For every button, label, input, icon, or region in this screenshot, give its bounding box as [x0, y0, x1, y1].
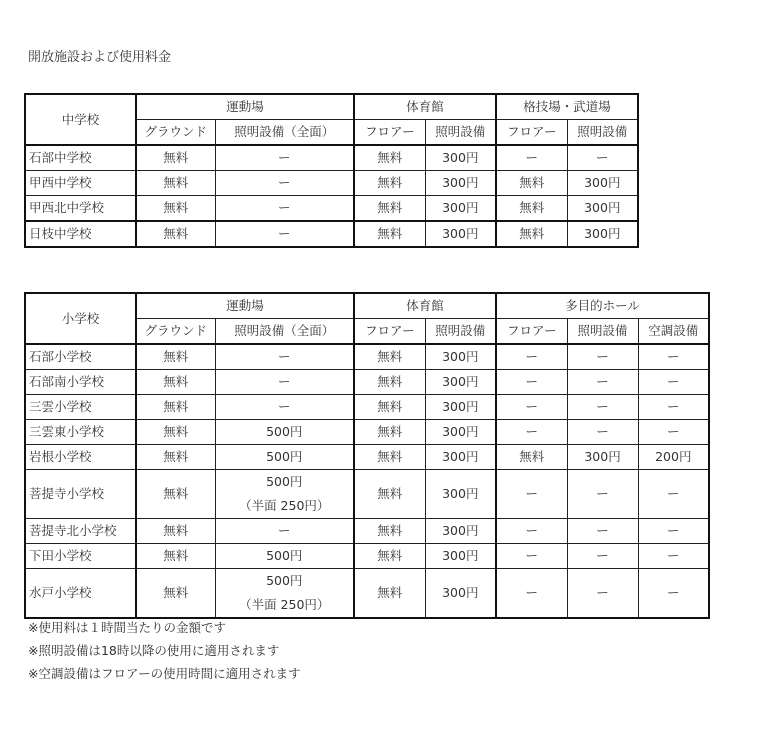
fee-cell: ー	[496, 519, 567, 544]
group-header-field: 運動場	[136, 293, 354, 319]
footnote-lighting: ※照明設備は18時以降の使用に適用されます	[28, 643, 280, 658]
subcol-floor: フロアー	[354, 120, 425, 146]
fee-cell: 300円	[425, 569, 496, 619]
fee-cell: 500円	[215, 544, 354, 569]
table-row	[25, 395, 709, 420]
fee-cell: ー	[496, 145, 567, 171]
fee-cell: ー	[638, 370, 709, 395]
fee-cell: 無料	[354, 145, 425, 171]
footnote-air-conditioning: ※空調設備はフロアーの使用時間に適用されます	[28, 666, 301, 681]
fee-cell: 無料	[354, 445, 425, 470]
group-header-gym: 体育館	[354, 94, 496, 120]
fee-cell: ー	[567, 470, 638, 519]
school-name: 石部中学校	[25, 145, 136, 171]
fee-cell: 500円	[215, 445, 354, 470]
fee-cell: 300円	[425, 344, 496, 370]
fee-cell: ー	[567, 370, 638, 395]
fee-cell-with-half-rate	[215, 470, 354, 519]
school-name: 甲西中学校	[25, 171, 136, 196]
fee-cell: 無料	[354, 544, 425, 569]
school-name: 岩根小学校	[25, 445, 136, 470]
fee-cell: ー	[638, 544, 709, 569]
fee-cell: 300円	[425, 395, 496, 420]
school-column-header: 小学校	[25, 293, 136, 344]
fee-cell: ー	[215, 196, 354, 222]
fee-cell: 無料	[354, 221, 425, 247]
subcol-lighting-full: 照明設備（全面）	[215, 319, 354, 345]
fee-cell: ー	[215, 145, 354, 171]
fee-cell: 300円	[425, 420, 496, 445]
page-title: 開放施設および使用料金	[28, 50, 172, 65]
group-header-field: 運動場	[136, 94, 354, 120]
fee-cell: 無料	[354, 344, 425, 370]
fee-cell: ー	[496, 370, 567, 395]
school-name: 日枝中学校	[25, 221, 136, 247]
fee-cell: 無料	[354, 420, 425, 445]
subcol-lighting: 照明設備	[567, 120, 638, 146]
group-header-dojo: 格技場・武道場	[496, 94, 638, 120]
fee-cell: 無料	[136, 544, 215, 569]
fee-cell: 300円	[567, 445, 638, 470]
fee-main: 500円	[266, 474, 303, 489]
fee-cell: ー	[215, 519, 354, 544]
group-header-gym: 体育館	[354, 293, 496, 319]
fee-cell: 300円	[425, 544, 496, 569]
table-row	[25, 569, 709, 619]
fee-cell: ー	[638, 569, 709, 619]
fee-cell: 300円	[567, 196, 638, 222]
fee-cell: 無料	[354, 370, 425, 395]
school-name: 三雲東小学校	[25, 420, 136, 445]
subcol-ground: グラウンド	[136, 319, 215, 345]
fee-cell: ー	[638, 470, 709, 519]
table-row	[25, 420, 709, 445]
fee-cell: ー	[567, 420, 638, 445]
fee-cell: ー	[215, 344, 354, 370]
fee-cell: ー	[567, 344, 638, 370]
subcol-ground: グラウンド	[136, 120, 215, 146]
fee-cell: ー	[215, 395, 354, 420]
subcol-lighting-full: 照明設備（全面）	[215, 120, 354, 146]
fee-cell: 300円	[425, 145, 496, 171]
fee-cell: 無料	[136, 344, 215, 370]
fee-cell: 無料	[354, 470, 425, 519]
fee-cell: 300円	[425, 370, 496, 395]
fee-cell: 無料	[136, 370, 215, 395]
fee-cell: 無料	[136, 470, 215, 519]
subcol-floor: フロアー	[496, 319, 567, 345]
fee-cell: 300円	[425, 196, 496, 222]
subcol-floor: フロアー	[354, 319, 425, 345]
table-row	[25, 519, 709, 544]
fee-cell: 無料	[496, 445, 567, 470]
fee-cell: ー	[567, 395, 638, 420]
fee-cell: 300円	[567, 171, 638, 196]
table-row	[25, 445, 709, 470]
fee-cell: 無料	[136, 420, 215, 445]
fee-cell: ー	[567, 544, 638, 569]
table-row	[25, 470, 709, 519]
fee-cell: 無料	[496, 196, 567, 222]
group-header-multipurpose-hall: 多目的ホール	[496, 293, 709, 319]
fee-cell: ー	[638, 420, 709, 445]
fee-cell: 無料	[354, 196, 425, 222]
fee-cell: ー	[496, 395, 567, 420]
table-row	[25, 171, 638, 196]
fee-cell: 無料	[354, 519, 425, 544]
fee-cell: 300円	[425, 519, 496, 544]
fee-cell: ー	[567, 519, 638, 544]
fee-cell: ー	[496, 569, 567, 619]
fee-cell: ー	[215, 370, 354, 395]
table-row	[25, 370, 709, 395]
fee-cell: 無料	[136, 171, 215, 196]
fee-cell-with-half-rate	[215, 569, 354, 619]
fee-cell: ー	[496, 470, 567, 519]
school-name: 水戸小学校	[25, 569, 136, 619]
junior-high-fee-table	[24, 93, 639, 248]
fee-half-rate: （半面 250円）	[239, 597, 330, 612]
subcol-air-conditioning: 空調設備	[638, 319, 709, 345]
school-column-header: 中学校	[25, 94, 136, 145]
fee-cell: 無料	[354, 395, 425, 420]
fee-half-rate: （半面 250円）	[239, 498, 330, 513]
fee-cell: 300円	[425, 445, 496, 470]
elementary-fee-table	[24, 292, 710, 619]
table-row	[25, 221, 638, 247]
subcol-floor: フロアー	[496, 120, 567, 146]
fee-cell: ー	[567, 569, 638, 619]
fee-cell: ー	[638, 519, 709, 544]
school-name: 下田小学校	[25, 544, 136, 569]
fee-cell: ー	[496, 544, 567, 569]
fee-main: 500円	[266, 573, 303, 588]
fee-cell: 200円	[638, 445, 709, 470]
fee-cell: ー	[496, 420, 567, 445]
fee-cell: ー	[567, 145, 638, 171]
fee-cell: 無料	[354, 171, 425, 196]
fee-cell: ー	[215, 171, 354, 196]
table-row	[25, 145, 638, 171]
subcol-lighting: 照明設備	[567, 319, 638, 345]
table-row	[25, 544, 709, 569]
fee-cell: 無料	[136, 145, 215, 171]
fee-cell: 300円	[425, 221, 496, 247]
school-name: 石部南小学校	[25, 370, 136, 395]
fee-cell: ー	[215, 221, 354, 247]
fee-cell: 無料	[354, 569, 425, 619]
fee-cell: ー	[638, 395, 709, 420]
footnotes	[28, 616, 301, 685]
table-row	[25, 196, 638, 222]
fee-cell: 300円	[425, 470, 496, 519]
fee-cell: ー	[496, 344, 567, 370]
fee-cell: 500円	[215, 420, 354, 445]
school-name: 石部小学校	[25, 344, 136, 370]
fee-cell: 無料	[496, 171, 567, 196]
fee-cell: 無料	[136, 519, 215, 544]
table-row	[25, 344, 709, 370]
school-name: 菩提寺北小学校	[25, 519, 136, 544]
footnote-hourly-rate: ※使用料は１時間当たりの金額です	[28, 620, 226, 635]
subcol-lighting: 照明設備	[425, 319, 496, 345]
fee-cell: 無料	[136, 221, 215, 247]
school-name: 三雲小学校	[25, 395, 136, 420]
fee-cell: 無料	[136, 445, 215, 470]
subcol-lighting: 照明設備	[425, 120, 496, 146]
fee-cell: 300円	[425, 171, 496, 196]
fee-cell: 無料	[136, 569, 215, 619]
fee-cell: 無料	[496, 221, 567, 247]
fee-cell: ー	[638, 344, 709, 370]
school-name: 菩提寺小学校	[25, 470, 136, 519]
fee-cell: 無料	[136, 395, 215, 420]
fee-cell: 300円	[567, 221, 638, 247]
school-name: 甲西北中学校	[25, 196, 136, 222]
fee-cell: 無料	[136, 196, 215, 222]
